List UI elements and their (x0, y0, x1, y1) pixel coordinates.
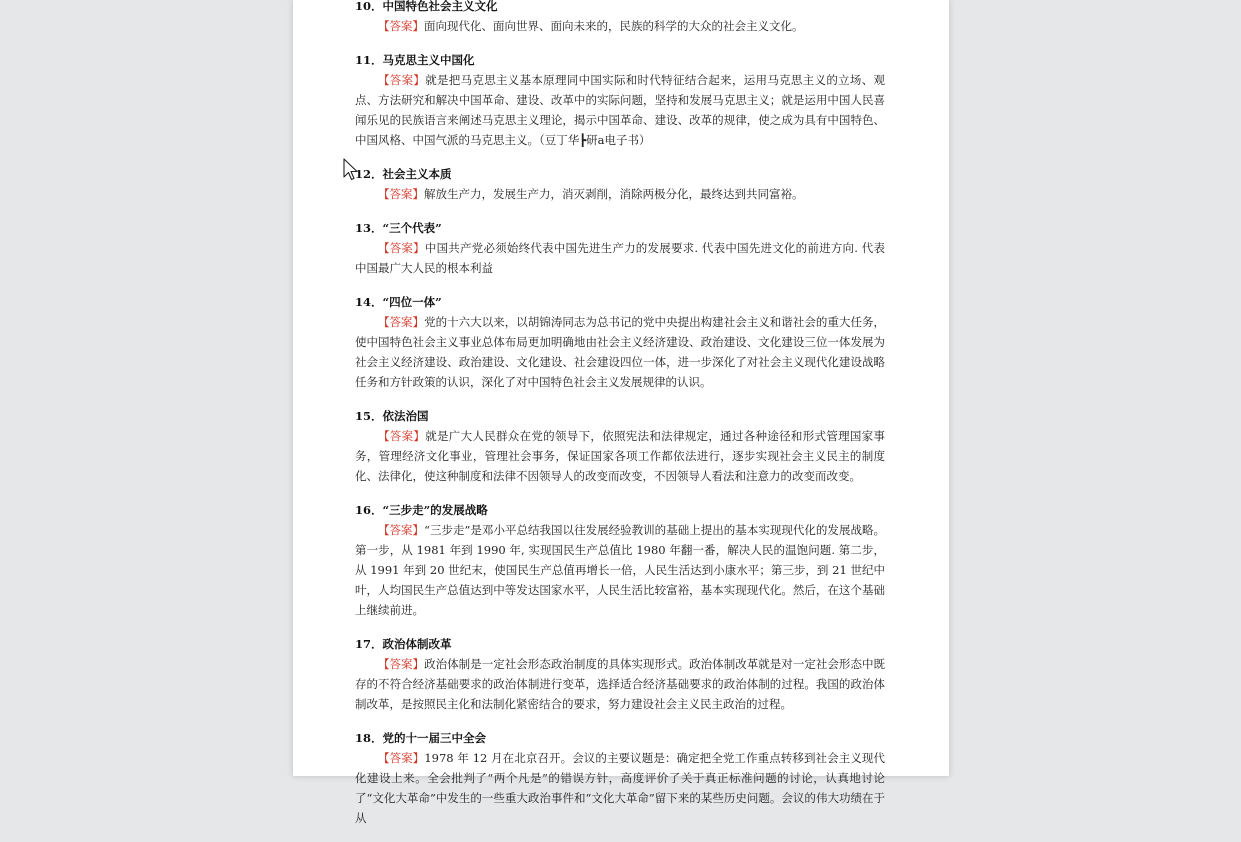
term-name: 政治体制改革 (382, 637, 452, 651)
term-number: 11． (355, 53, 383, 67)
answer-text: 就是把马克思主义基本原理同中国实际和时代特征结合起来，运用马克思主义的立场、观点、方法研究和解决中国革命、建设、改革中的实际问题，坚持和发展马克思主义；就是运用中国人民喜闻乐见的民族语言来阐述马克思主义理论，揭示中国革命、建设、改革的规律，使之成为具有中国特色、中国风格、中国气派的马克思主义。（豆丁华┣研a电子书） (355, 73, 886, 147)
answer-tag: 【答案】 (378, 315, 425, 329)
answer-text: 中国共产党必须始终代表中国先进生产力的发展要求. 代表中国先进文化的前进方向. 代表中国最广大人民的根本利益 (355, 241, 885, 275)
answer-text: 就是广大人民群众在党的领导下，依照宪法和法律规定，通过各种途径和形式管理国家事务，管理经济文化事业，管理社会事务，保证国家各项工作都依法进行，逐步实现社会主义民主的制度化、法律化，使这种制度和法律不因领导人的改变而改变，不因领导人看法和注意力的改变而改变。 (355, 429, 886, 483)
term-title (355, 634, 885, 654)
mouse-cursor-icon (343, 158, 359, 182)
term-answer (355, 520, 885, 620)
term-answer (355, 238, 885, 278)
answer-tag: 【答案】 (378, 523, 425, 537)
term-number: 13． (355, 221, 383, 235)
answer-tag: 【答案】 (378, 657, 425, 671)
answer-tag: 【答案】 (378, 751, 425, 765)
term-title (355, 292, 885, 312)
term-entry (355, 500, 885, 620)
term-entry (355, 634, 885, 714)
term-name: 中国特色社会主义文化 (382, 0, 498, 13)
answer-text: “三步走”是邓小平总结我国以往发展经验教训的基础上提出的基本实现现代化的发展战略。第一步，从 1981 年到 1990 年, 实现国民生产总值比 1980 年翻一番，解决人民的温饱问题. 第二步，从 1991 年到 20 世纪末，使国民生产总值再增长一倍，人民生活达到小康水平；第三步，到 21 世纪中叶，人均国民生产总值达到中等发达国家水平，人民生活比较富裕，基本实现现代化。然后，在这个基础上继续前进。 (355, 523, 885, 617)
answer-tag: 【答案】 (378, 429, 426, 443)
term-answer (355, 426, 885, 486)
term-number: 10． (355, 0, 383, 13)
term-title (355, 50, 885, 70)
term-name: “三步走”的发展战略 (382, 503, 488, 517)
term-title (355, 406, 885, 426)
term-title (355, 218, 885, 238)
answer-text: 解放生产力，发展生产力，消灭剥削，消除两极分化，最终达到共同富裕。 (424, 187, 804, 201)
term-name: “四位一体” (382, 295, 442, 309)
term-number: 16． (355, 503, 383, 517)
term-entry (355, 164, 885, 204)
answer-tag: 【答案】 (378, 73, 426, 87)
term-title (355, 0, 885, 16)
term-name: “三个代表” (382, 221, 442, 235)
term-answer (355, 654, 885, 714)
document-content (355, 0, 885, 842)
term-number: 14． (355, 295, 383, 309)
term-answer (355, 748, 885, 828)
term-title (355, 164, 885, 184)
term-entry (355, 0, 885, 36)
term-name: 社会主义本质 (382, 167, 452, 181)
term-answer (355, 312, 885, 392)
term-name: 党的十一届三中全会 (382, 731, 487, 745)
term-answer (355, 16, 885, 36)
term-number: 12． (355, 167, 383, 181)
term-answer (355, 70, 885, 150)
term-entry (355, 406, 885, 486)
term-title (355, 728, 885, 748)
term-number: 15． (355, 409, 383, 423)
term-title (355, 500, 885, 520)
term-answer (355, 184, 885, 204)
answer-tag: 【答案】 (378, 19, 424, 33)
term-number: 18． (355, 731, 383, 745)
term-entry (355, 218, 885, 278)
answer-text: 党的十六大以来，以胡锦涛同志为总书记的党中央提出构建社会主义和谐社会的重大任务，使中国特色社会主义事业总体布局更加明确地由社会主义经济建设、政治建设、文化建设三位一体发展为社会主义经济建设、政治建设、文化建设、社会建设四位一体，进一步深化了对社会主义现代化建设战略任务和方针政策的认识，深化了对中国特色社会主义发展规律的认识。 (355, 315, 885, 389)
term-name: 马克思主义中国化 (382, 53, 475, 67)
term-number: 17． (355, 637, 383, 651)
answer-text: 1978 年 12 月在北京召开。会议的主要议题是：确定把全党工作重点转移到社会主义现代化建设上来。全会批判了“两个凡是”的错误方针，高度评价了关于真正标准问题的讨论，认真地讨论了“文化大革命”中发生的一些重大政治事件和“文化大革命”留下来的某些历史问题。会议的伟大功绩在于从 (355, 751, 885, 825)
answer-tag: 【答案】 (378, 187, 424, 201)
answer-text: 政治体制是一定社会形态政治制度的具体实现形式。政治体制改革就是对一定社会形态中既存的不符合经济基础要求的政治体制进行变革，选择适合经济基础要求的政治体制的过程。我国的政治体制改革，是按照民主化和法制化紧密结合的要求，努力建设社会主义民主政治的过程。 (355, 657, 885, 711)
term-entry (355, 292, 885, 392)
answer-text: 面向现代化、面向世界、面向未来的，民族的科学的大众的社会主义文化。 (424, 19, 804, 33)
term-entry (355, 50, 885, 150)
term-name: 依法治国 (382, 409, 429, 423)
term-entry (355, 728, 885, 828)
document-page (293, 0, 949, 825)
answer-tag: 【答案】 (378, 241, 425, 255)
